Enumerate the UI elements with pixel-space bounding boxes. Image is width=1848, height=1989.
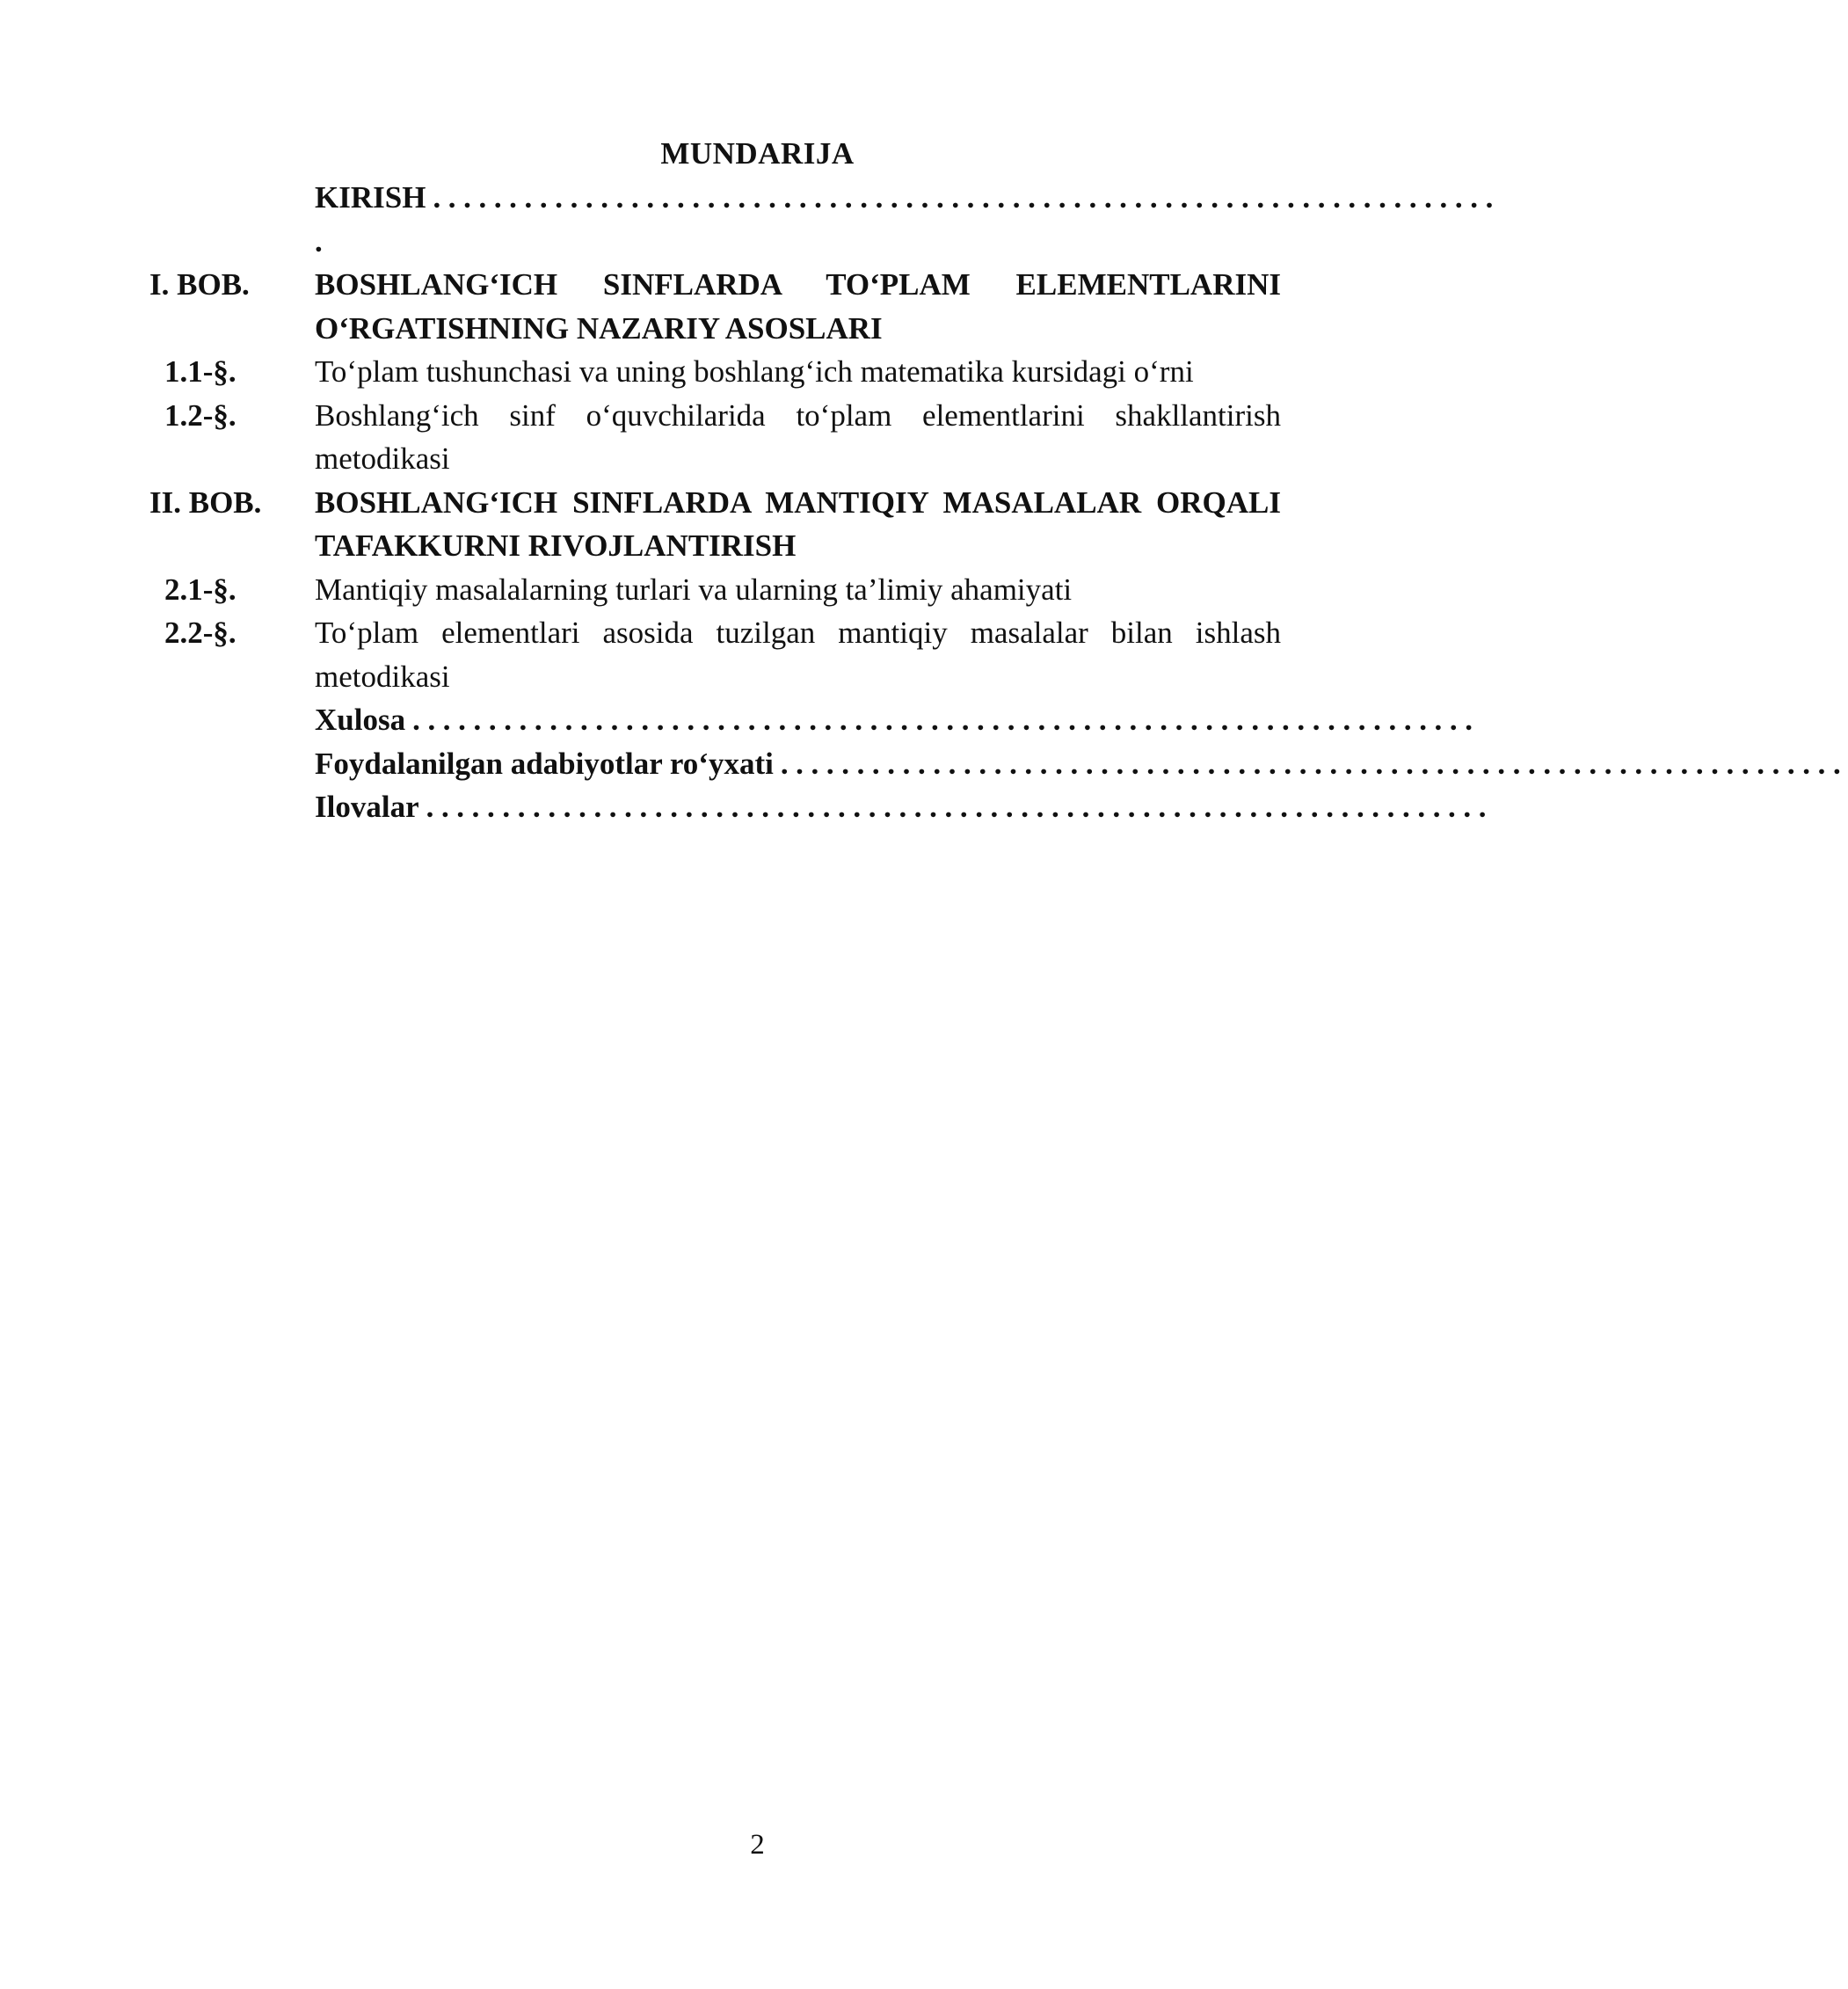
toc-entry-references-line [315, 742, 1848, 786]
toc-entry-chapter-1 [149, 263, 1281, 350]
toc-entry-appendices [149, 785, 1495, 829]
toc-chapter-1-title: BOSHLANG‘ICH SINFLARDA TO‘PLAM ELEMENTLARINI O‘RGATISHNING NAZARIY ASOSLARI [315, 267, 1281, 346]
page-number: 2 [750, 1829, 765, 1861]
toc-xulosa-leader: ...................................................................... [412, 703, 1481, 737]
toc-entry-section-2-2 [149, 611, 1281, 698]
toc-kirish-leader: ...................................................................... [433, 180, 1501, 215]
toc-entry-kirish [149, 176, 1501, 220]
toc-section-1-1-label: 1.1-§. [164, 354, 236, 389]
toc-appendices-leader: ...................................................................... [426, 790, 1495, 824]
toc-entry-kirish-line [315, 176, 1501, 220]
table-of-contents [149, 176, 1848, 829]
toc-entry-chapter-2 [149, 481, 1281, 568]
toc-entry-appendices-line [315, 785, 1494, 829]
toc-section-2-1-label: 2.1-§. [164, 572, 236, 607]
toc-references-label: Foydalanilgan adabiyotlar ro‘yxati [315, 746, 774, 781]
toc-entry-section-1-1 [149, 350, 1281, 394]
toc-chapter-1-label: I. BOB. [149, 267, 250, 302]
toc-entry-references [149, 742, 1848, 786]
toc-section-2-2-title: To‘plam elementlari asosida tuzilgan mantiqiy masalalar bilan ishlash metodikasi [315, 616, 1281, 694]
toc-chapter-2-label: II. BOB. [149, 484, 262, 520]
toc-entry-section-1-2 [149, 394, 1281, 481]
toc-entry-xulosa-line [315, 698, 1498, 742]
toc-section-1-2-title: Boshlang‘ich sinf o‘quvchilarida to‘plam elementlarini shakllantirish metodikasi [315, 397, 1281, 476]
toc-kirish-trailing-dot: . [315, 223, 323, 259]
toc-entry-xulosa [149, 698, 1481, 742]
toc-section-1-2-label: 1.2-§. [164, 397, 236, 433]
toc-section-2-2-label: 2.2-§. [164, 616, 236, 650]
toc-references-leader: ...................................................................... [780, 746, 1848, 781]
toc-section-1-1-title: To‘plam tushunchasi va uning boshlang‘ich matematika kursidagi o‘rni [315, 354, 1194, 389]
toc-entry-section-2-1 [149, 568, 1281, 612]
toc-appendices-label: Ilovalar [315, 790, 419, 824]
toc-section-2-1-title: Mantiqiy masalalarning turlari va ularning ta’limiy ahamiyati [315, 572, 1073, 607]
toc-chapter-2-title: BOSHLANG‘ICH SINFLARDA MANTIQIY MASALALAR ORQALI TAFAKKURNI RIVOJLANTIRISH [315, 484, 1281, 563]
toc-xulosa-label: Xulosa [315, 703, 406, 737]
page-title: MUNDARIJA [660, 136, 855, 171]
toc-kirish-label: KIRISH [315, 180, 426, 215]
